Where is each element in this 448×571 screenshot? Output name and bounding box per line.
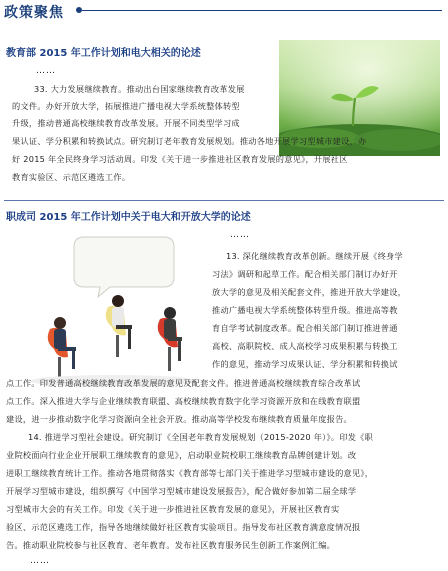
section-header (0, 0, 448, 22)
ellipsis: …… (30, 556, 50, 566)
text-line: 13. 深化继续教育改革创新。继续开展《终身学 (226, 251, 403, 261)
text-line: 高校、高职院校、成人高校学习成果积累与转换工 (212, 341, 398, 351)
text-line: 开展学习型城市建设，组织撰写《中国学习型城市建设发展报告》，配合做好参加第二届全球学 (6, 486, 357, 496)
text-line: 33. 大力发展继续教育。推动出台国家继续教育改革发展 (34, 84, 245, 94)
text-line: 习型城市大会的有关工作。印发《关于进一步推进社区教育发展的意见》，开展社区教育实 (6, 504, 340, 514)
text-line: 果认证、学分积累和转换试点。研究制订老年教育发展规划。推动各地开展学习型城市建设，办 (12, 136, 367, 146)
text-line: 验区、示范区遴选工作，指导各地继续做好社区教育实验项目。指导发布社区教育满意度情况报 (6, 522, 361, 532)
text-line: 告。推动职业院校参与社区教育、老年教育。发布社区教育服务民生创新工作案例汇编。 (6, 540, 336, 550)
text-line: 放大学的意见及相关配套文件，推进开放大学建设， (212, 287, 407, 297)
people-photo (14, 231, 202, 395)
text-line: 的文件。办好开放大学，拓展推进广播电视大学系统整体转型 (12, 101, 240, 111)
text-line: 点工作。印发普通高校继续教育改革发展的意见及配套文件。推进普通高校继续教育综合改革试 (6, 378, 361, 388)
article-title: 职成司 2015 年工作计划中关于电大和开放大学的论述 (6, 212, 251, 223)
text-line: 好 2015 年全民终身学习活动周。印发《关于进一步推进社区教育发展的意见》，开展社区 (12, 154, 348, 164)
text-line: 推动广播电视大学系统整体转型升级。推进高等教 (212, 305, 398, 315)
text-line: 建设，进一步推动数字化学习资源向全社会开放。推动高等学校发布继续教育质量年度报告。 (6, 414, 352, 424)
article-divider (4, 200, 444, 201)
section-title: 政策聚焦 (4, 5, 64, 21)
text-line: 教育实验区、示范区遴选工作。 (12, 172, 131, 182)
text-line: 点工作。深入推进大学与企业继续教育联盟、高校继续教育数字化学习资源开放和在线教育联盟 (6, 396, 361, 406)
text-line: 进职工继续教育统计工作。推动各地贯彻落实《教育部等七部门关于推进学习型城市建设的意见》， (6, 468, 374, 478)
ellipsis: …… (36, 66, 56, 76)
text-line: 作的意见，推动学习成果认证、学分积累和转换试 (212, 359, 398, 369)
text-line: 业院校面向行业企业开展职工继续教育的意见》，启动职业院校职工继续教育品牌创建计划。改 (6, 450, 357, 460)
article-title: 教育部 2015 年工作计划和电大相关的论述 (6, 48, 201, 59)
ellipsis: …… (230, 230, 250, 240)
article-vocational-plan (0, 206, 448, 571)
article-ministry-plan (0, 34, 448, 218)
header-rule (82, 10, 442, 11)
text-line: 育自学考试制度改革。配合相关部门制订推进普通 (212, 323, 398, 333)
text-line: 14. 推进学习型社会建设。研究制订《全国老年教育发展规划（2015-2020 年）》。印发《职 (28, 432, 374, 442)
text-line: 升级，推动普通高校继续教育改革发展。开展不同类型学习成 (12, 118, 240, 128)
text-line: 习法》调研和起草工作。配合相关部门制订办好开 (212, 269, 398, 279)
